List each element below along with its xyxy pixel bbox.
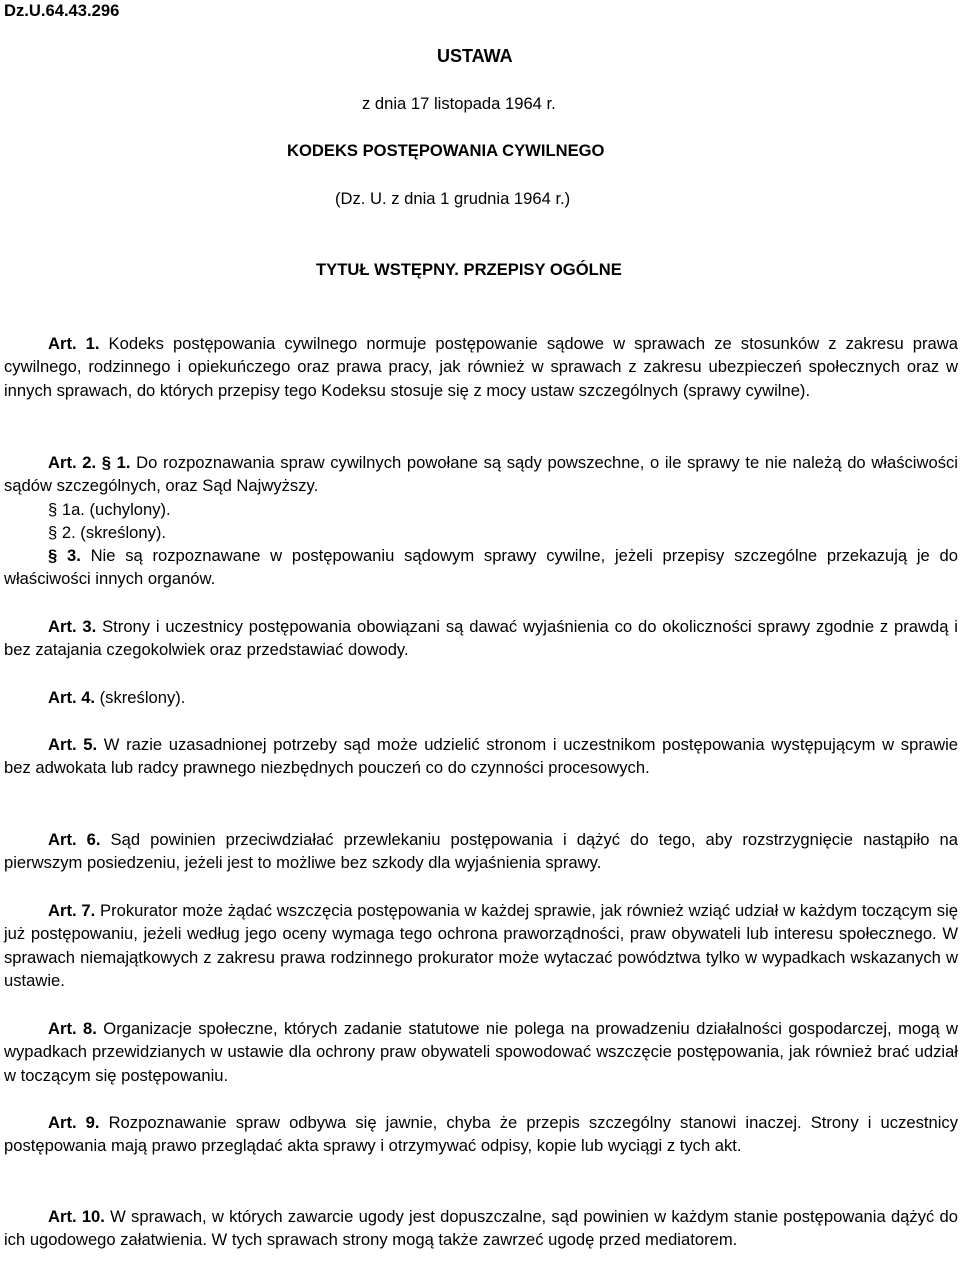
article-number: Art. 1. (48, 334, 100, 353)
article-number: Art. 9. (48, 1113, 100, 1132)
article-8 (4, 1017, 958, 1087)
paragraph-mark: § 1. (101, 453, 131, 472)
article-7 (4, 899, 958, 993)
section-heading: TYTUŁ WSTĘPNY. PRZEPISY OGÓLNE (316, 260, 622, 279)
document-reference: Dz.U.64.43.296 (4, 1, 120, 20)
article-text: W razie uzasadnionej potrzeby sąd może udzielić stronom i uczestnikom postępowania występującym w sprawie bez adwokata lub radcy prawnego niezbędnych pouczeń co do czynności procesowych. (4, 735, 958, 778)
article-text: Kodeks postępowania cywilnego normuje postępowanie sądowe w sprawach ze stosunków z zakresu prawa cywilnego, rodzinnego i opiekuńczego oraz prawa pracy, jak również w sprawach z zakresu ubezpieczeń społecznych oraz w innych sprawach, do których przepisy tego Kodeksu stosuje się z mocy ustaw szczególnych (sprawy cywilne). (4, 334, 958, 400)
article-6 (4, 828, 958, 875)
article-4 (4, 686, 958, 709)
article-2-paragraph-2: § 2. (skreślony). (48, 523, 167, 542)
article-text: Sąd powinien przeciwdziałać przewlekaniu postępowania i dążyć do tego, aby rozstrzygnięcie nastąpiło na pierwszym posiedzeniu, jeżeli jest to możliwe bez szkody dla wyjaśnienia sprawy. (4, 830, 958, 873)
article-text: Organizacje społeczne, których zadanie statutowe nie polega na prowadzeniu działalności gospodarczej, mogą w wypadkach przewidzianych w ustawie dla ochrony praw obywateli spowodować wszczęcie postępowania, jak również brać udział w toczącym się postępowaniu. (4, 1019, 958, 1085)
article-2-paragraph-3 (4, 544, 958, 591)
article-9 (4, 1111, 958, 1158)
paragraph-mark: § 3. (48, 546, 81, 565)
article-text: Strony i uczestnicy postępowania obowiązani są dawać wyjaśnienia co do okoliczności sprawy zgodnie z prawdą i bez zatajania czegokolwiek oraz przedstawiać dowody. (4, 617, 958, 660)
article-number: Art. 8. (48, 1019, 97, 1038)
article-text: Prokurator może żądać wszczęcia postępowania w każdej sprawie, jak również wziąć udział w każdym toczącym się już postępowaniu, jeżeli według jego oceny wymaga tego ochrona praworządności, praw obywateli lub interesu społecznego. W sprawach niemajątkowych z zakresu prawa rodzinnego prokurator może wytaczać powództwa tylko w wypadkach wskazanych w ustawie. (4, 901, 958, 991)
article-number: Art. 7. (48, 901, 96, 920)
article-text: Do rozpoznawania spraw cywilnych powołane są sądy powszechne, o ile sprawy te nie należą do właściwości sądów szczególnych, oraz Sąd Najwyższy. (4, 453, 958, 496)
article-text: Nie są rozpoznawane w postępowaniu sądowym sprawy cywilne, jeżeli przepisy szczególne przekazują je do właściwości innych organów. (4, 546, 958, 589)
article-number: Art. 10. (48, 1207, 105, 1226)
article-number: Art. 2. (48, 453, 97, 472)
article-3 (4, 615, 958, 662)
article-number: Art. 6. (48, 830, 101, 849)
act-date: z dnia 17 listopada 1964 r. (362, 94, 556, 113)
article-number: Art. 4. (48, 688, 96, 707)
article-number: Art. 5. (48, 735, 98, 754)
act-title: KODEKS POSTĘPOWANIA CYWILNEGO (287, 141, 605, 160)
article-10 (4, 1205, 958, 1252)
article-text: W sprawach, w których zawarcie ugody jest dopuszczalne, sąd powinien w każdym stanie postępowania dążyć do ich ugodowego załatwienia. W tych sprawach strony mogą także zawrzeć ugodę przed mediatorem. (4, 1207, 958, 1250)
article-text: Rozpoznawanie spraw odbywa się jawnie, chyba że przepis szczególny stanowi inaczej. Strony i uczestnicy postępowania mają prawo przeglądać akta sprawy i otrzymywać odpisy, kopie lub wyciągi z tych akt. (4, 1113, 958, 1156)
article-1 (4, 332, 958, 402)
act-publication: (Dz. U. z dnia 1 grudnia 1964 r.) (335, 189, 571, 208)
article-2-paragraph-1a: § 1a. (uchylony). (48, 500, 171, 519)
article-number: Art. 3. (48, 617, 97, 636)
article-5 (4, 733, 958, 780)
article-text: (skreślony). (99, 688, 186, 707)
act-type: USTAWA (437, 46, 513, 66)
article-2 (4, 451, 958, 498)
